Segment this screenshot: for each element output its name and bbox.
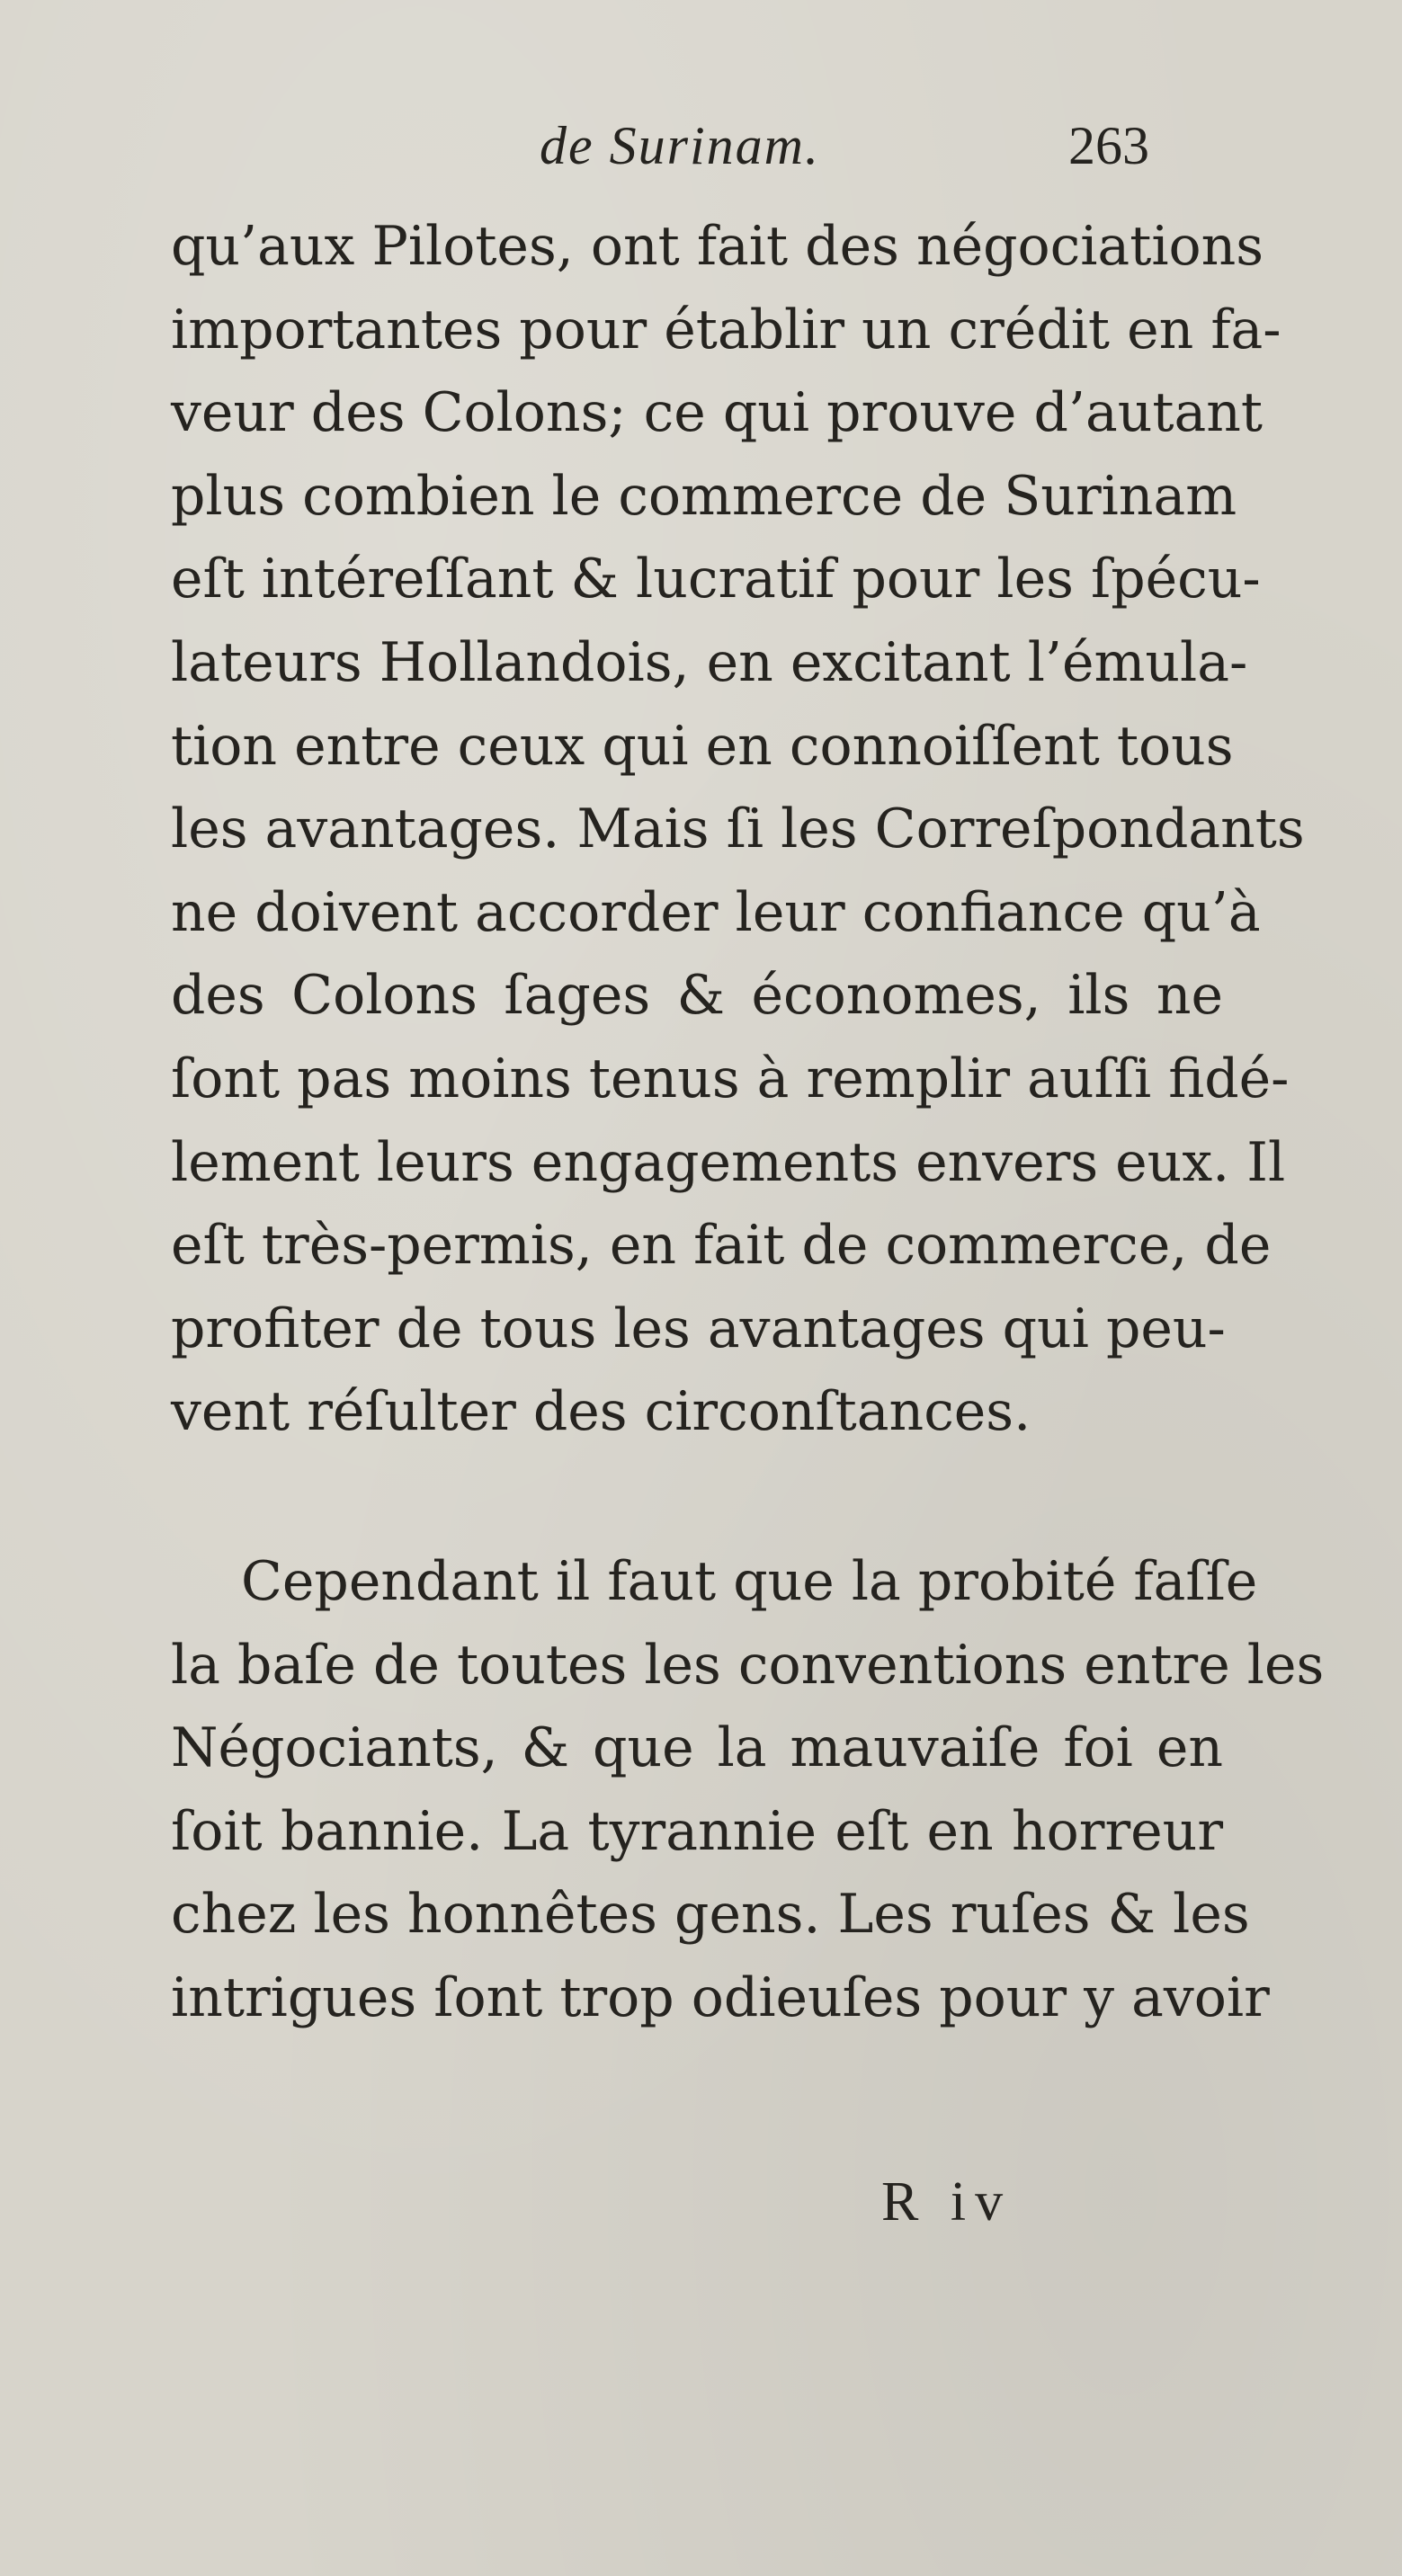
running-title: de Surinam. (540, 116, 820, 175)
text-line: intrigues ſont trop odieuſes pour y avoir (171, 1965, 1270, 2029)
text-line: tion entre ceux qui en connoiſſent tous (171, 714, 1234, 778)
text-line: Négociants, & que la mauvaiſe foi en (171, 1716, 1223, 1780)
text-line: plus combien le commerce de Surinam (171, 464, 1237, 528)
text-line: eſt très-permis, en fait de commerce, de (171, 1214, 1272, 1278)
signature-mark: R iv (881, 2171, 1013, 2233)
text-line: importantes pour établir un crédit en fa- (171, 298, 1281, 361)
page-header (0, 115, 1402, 187)
text-line: des Colons ſages & économes, ils ne (171, 964, 1223, 1028)
text-line: ſont pas moins tenus à remplir auſſi fidé- (171, 1047, 1290, 1110)
page-number: 263 (1068, 116, 1149, 175)
paragraph (171, 205, 1305, 1454)
text-line: lateurs Hollandois, en excitant l’émula- (171, 630, 1248, 694)
text-line: veur des Colons; ce qui prouve d’autant (171, 381, 1264, 445)
text-line: vent réſulter des circonſtances. (171, 1380, 1031, 1444)
text-line: eſt intéreſſant & lucratif pour les ſpécu- (171, 548, 1261, 611)
text-line: qu’aux Pilotes, ont fait des négociations (171, 215, 1264, 278)
text-line: ſoit bannie. La tyrannie eſt en horreur (171, 1799, 1223, 1863)
text-line: chez les honnêtes gens. Les ruſes & les (171, 1883, 1250, 1947)
text-line: profiter de tous les avantages qui peu- (171, 1297, 1226, 1360)
text-line: la baſe de toutes les conventions entre les (171, 1633, 1325, 1697)
paragraph-gap (171, 1454, 1223, 1540)
paragraph (171, 1540, 1325, 2040)
text-line: les avantages. Mais ſi les Correſpondants (171, 798, 1305, 861)
body-text (171, 205, 1325, 2039)
text-line: ne doivent accorder leur confiance qu’à (171, 880, 1261, 944)
text-line: lement leurs engagements envers eux. Il (171, 1130, 1286, 1194)
text-line: Cependant il faut que la probité faſſe (241, 1549, 1258, 1613)
